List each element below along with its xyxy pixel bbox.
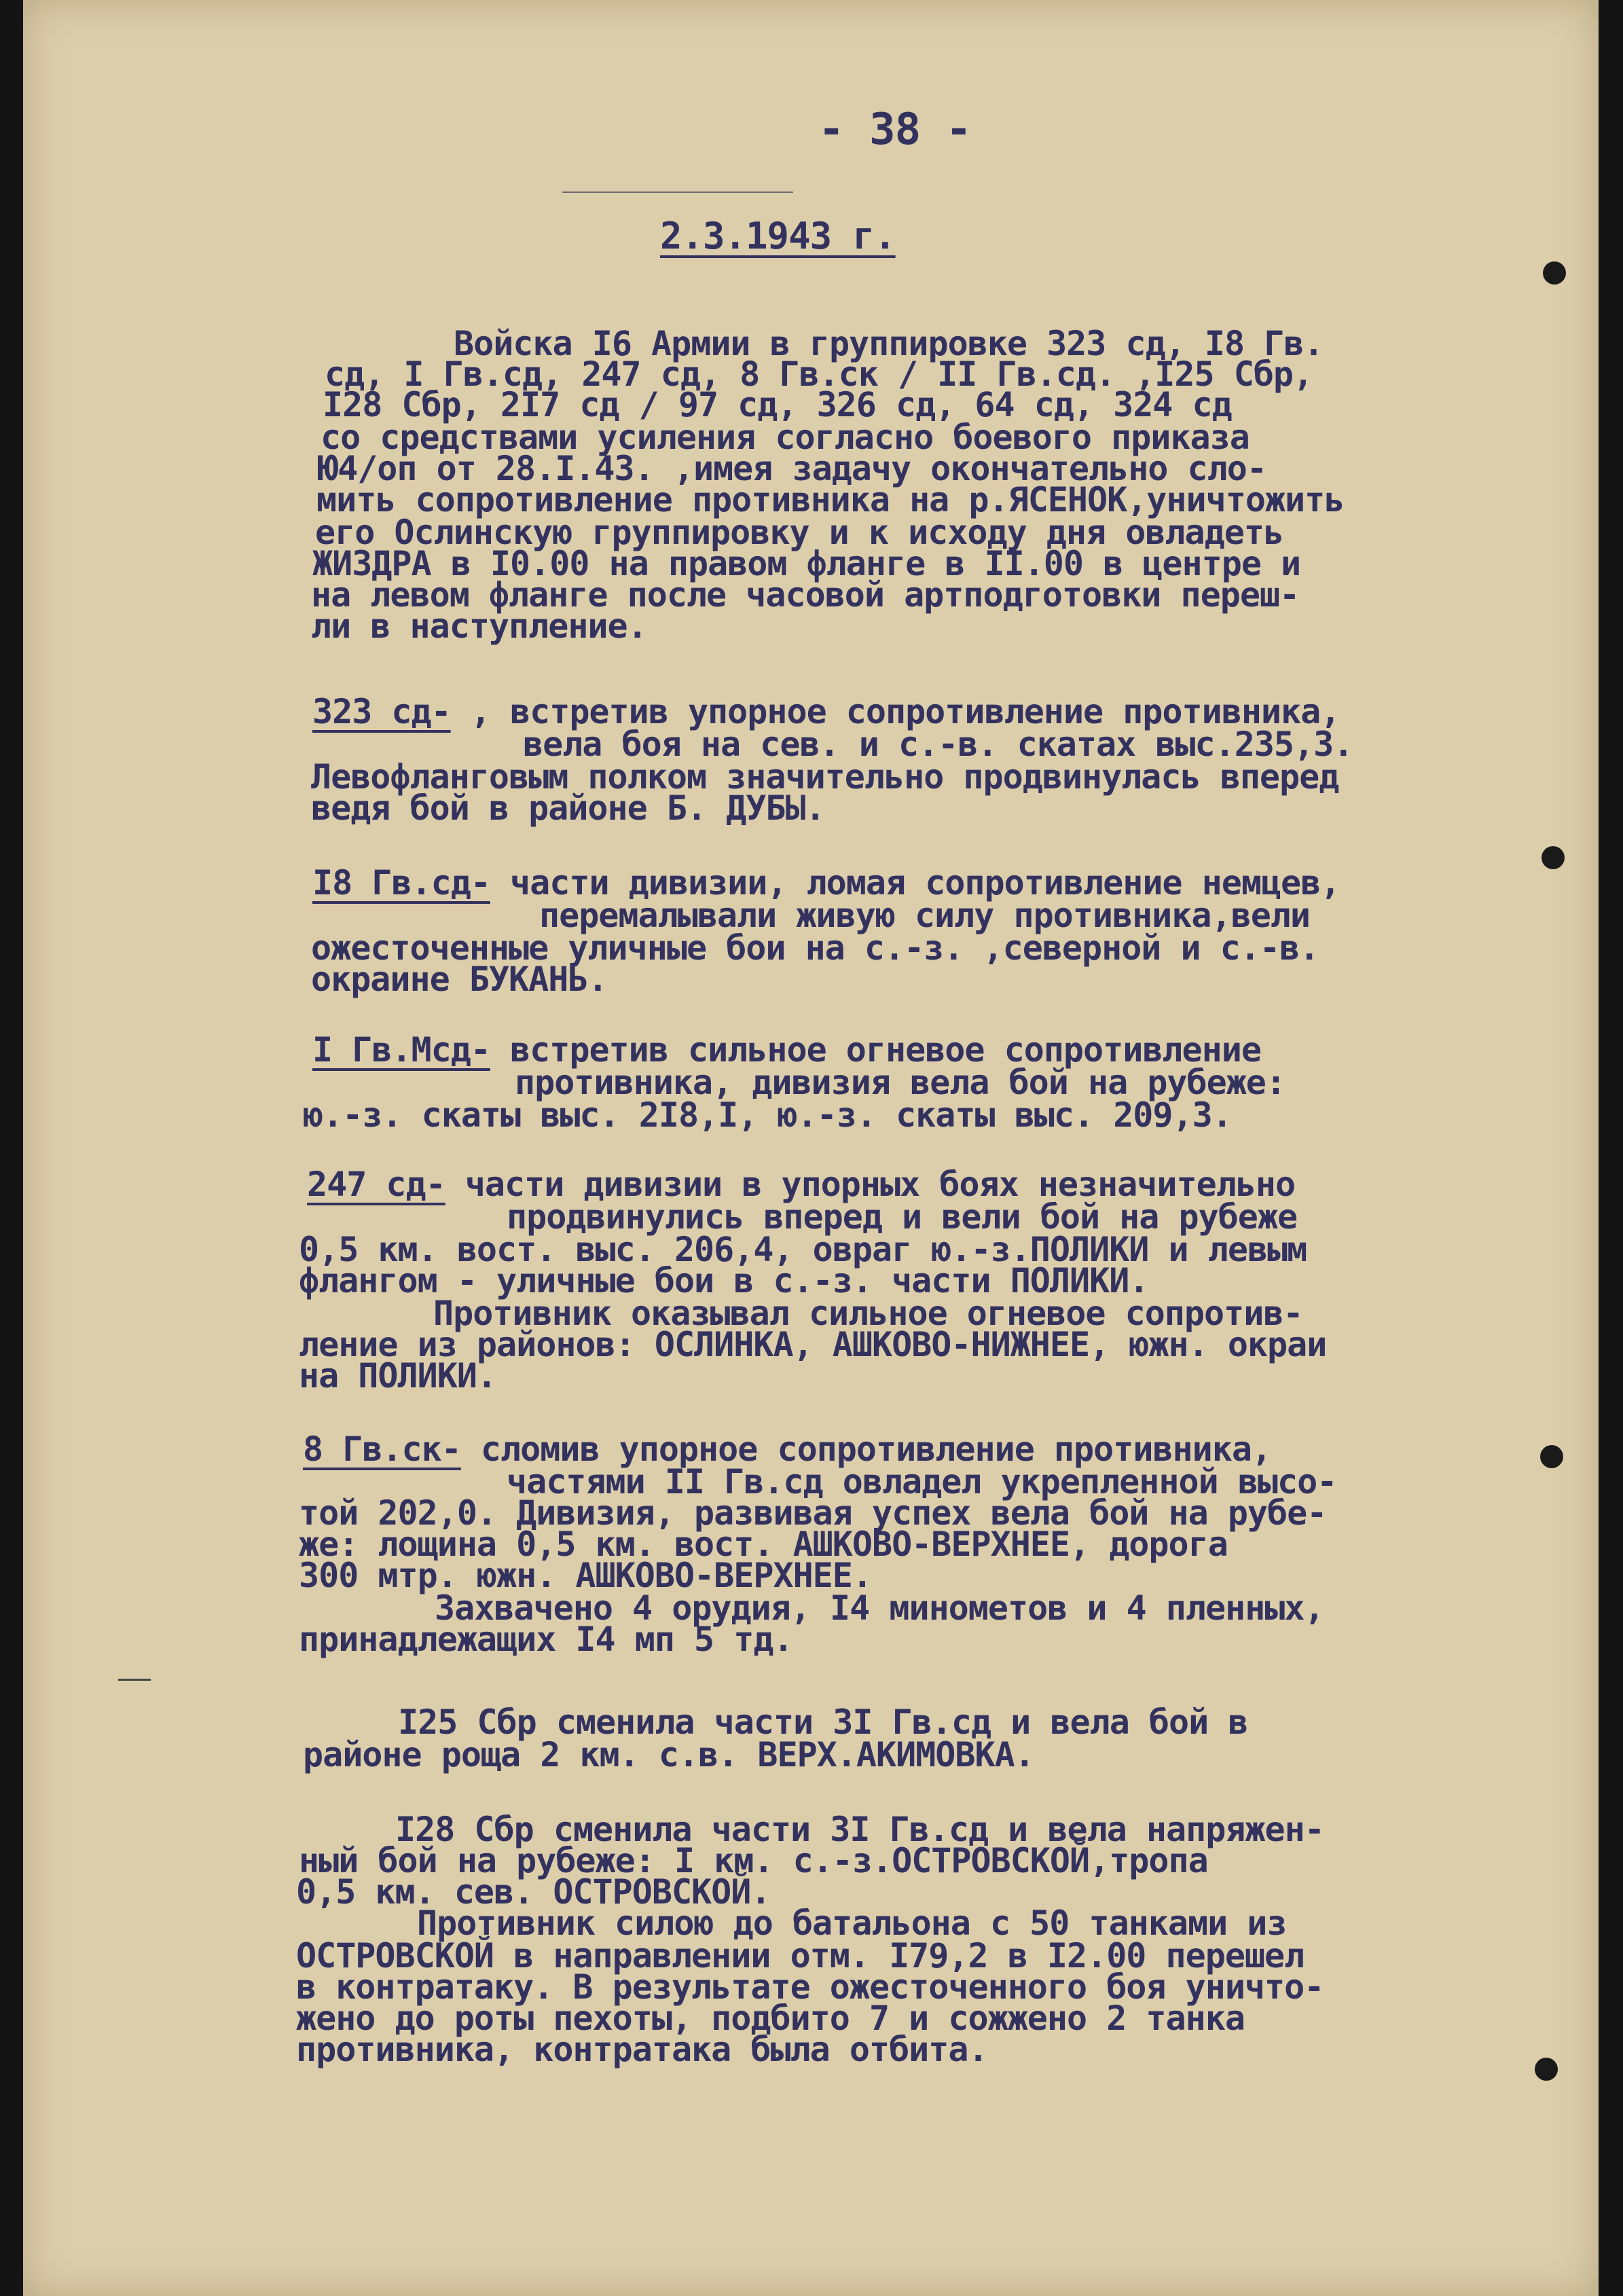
text-line: окраине БУКАНЬ. <box>311 960 608 999</box>
unit-label: I Гв.Мсд- <box>312 1030 490 1070</box>
text-line: продвинулись вперед и вели бой на рубеже <box>507 1197 1298 1237</box>
text-line: 8 Гв.ск- сломив упорное сопротивление противника, <box>303 1429 1272 1469</box>
text-line: частями II Гв.сд овладел укрепленной высо- <box>507 1462 1337 1501</box>
text-line: жено до роты пехоты, подбито 7 и сожжено 2 танка <box>296 1999 1245 2038</box>
text-line: ный бой на рубеже: I км. с.-з.ОСТРОВСКОЙ,тропа <box>299 1841 1208 1880</box>
text-line: мить сопротивление противника на р.ЯСЕНОК,уничтожить <box>316 480 1345 520</box>
text-line: ЖИЗДРА в I0.00 на правом фланге в II.00 в центре и <box>312 544 1301 583</box>
text-line: 300 мтр. южн. АШКОВО-ВЕРХНЕЕ. <box>299 1556 872 1595</box>
unit-label: 323 сд- <box>312 692 451 731</box>
text-line: в контратаку. В результате ожесточенного боя уничто- <box>296 1967 1324 2007</box>
text-line: I25 Сбр сменила части 3I Гв.сд и вела бой в <box>398 1702 1248 1742</box>
text-line: 323 сд- , встретив упорное сопротивление противника, <box>312 692 1341 731</box>
text-line: ожесточенные уличные бои на с.-з. ,северной и с.-в. <box>311 928 1319 968</box>
text-line: ление из районов: ОСЛИНКА, АШКОВО-НИЖНЕЕ, южн. окраи <box>299 1325 1327 1364</box>
text-line: 247 сд- части дивизии в упорных боях незначительно <box>307 1165 1296 1204</box>
text-line: Противник оказывал сильное огневое сопротив- <box>433 1294 1303 1333</box>
text-line: I8 Гв.сд- части дивизии, ломая сопротивление немцев, <box>312 863 1341 903</box>
text-line: его Ослинскую группировку и к исходу дня овладеть <box>315 513 1284 552</box>
text-line: 0,5 км. вост. выс. 206,4, овраг ю.-з.ПОЛИКИ и левым <box>299 1230 1307 1269</box>
text-line: Противник силою до батальона с 50 танками из <box>417 1903 1287 1943</box>
text-line: той 202,0. Дивизия, развивая успех вела бой на рубе- <box>299 1493 1327 1533</box>
text-line: со средствами усиления согласно боевого приказа <box>321 418 1250 457</box>
unit-label: 8 Гв.ск- <box>303 1429 461 1469</box>
text-line: Левофланговым полком значительно продвинулась вперед <box>311 757 1339 797</box>
text-line: ведя бой в районе Б. ДУБЫ. <box>311 788 825 828</box>
text-line: противника, контратака была отбита. <box>296 2030 988 2069</box>
text-line: принадлежащих I4 мп 5 тд. <box>299 1620 793 1659</box>
text-line: сд, I Гв.сд, 247 сд, 8 Гв.ск / II Гв.сд. ,I25 Сбр, <box>325 354 1313 394</box>
text-line: перемалывали живую силу противника,вели <box>539 896 1310 935</box>
text-line: ОСТРОВСКОЙ в направлении отм. I79,2 в I2.00 перешел <box>296 1936 1305 1975</box>
text-line: Захвачено 4 орудия, I4 минометов и 4 пленных, <box>435 1588 1324 1628</box>
text-line: ю.-з. скаты выс. 2I8,I, ю.-з. скаты выс. 209,3. <box>303 1095 1232 1135</box>
page-number: - 38 - <box>818 105 972 155</box>
text-line: Войска I6 Армии в группировке 323 сд, I8 Гв. <box>454 324 1324 363</box>
text-line: вела боя на сев. и с.-в. скатах выс.235,3. <box>523 725 1353 764</box>
date-heading: 2.3.1943 г. <box>660 215 896 257</box>
text-line: районе роща 2 км. с.в. ВЕРХ.АКИМОВКА. <box>303 1735 1034 1774</box>
text-line: противника, дивизия вела бой на рубеже: <box>515 1063 1285 1102</box>
text-line: флангом - уличные бои в с.-з. части ПОЛИКИ. <box>299 1261 1149 1300</box>
unit-label: 247 сд- <box>307 1165 445 1204</box>
text-line: на левом фланге после часовой артподготовки переш- <box>311 575 1300 615</box>
text-line: 0,5 км. сев. ОСТРОВСКОЙ. <box>296 1872 771 1912</box>
text-line: I Гв.Мсд- встретив сильное огневое сопротивление <box>312 1030 1261 1070</box>
text-line: на ПОЛИКИ. <box>299 1356 497 1396</box>
unit-label: I8 Гв.сд- <box>312 863 490 903</box>
text-line: ли в наступление. <box>311 606 647 646</box>
text-line: Ю4/оп от 28.I.43. ,имея задачу окончательно сло- <box>318 449 1266 488</box>
text-line: же: лощина 0,5 км. вост. АШКОВО-ВЕРХНЕЕ, дорога <box>299 1525 1228 1564</box>
text-line: I28 Сбр сменила части 3I Гв.сд и вела напряжен- <box>395 1810 1324 1849</box>
text-line: I28 Сбр, 2I7 сд / 97 сд, 326 сд, 64 сд, 324 сд <box>323 385 1232 424</box>
